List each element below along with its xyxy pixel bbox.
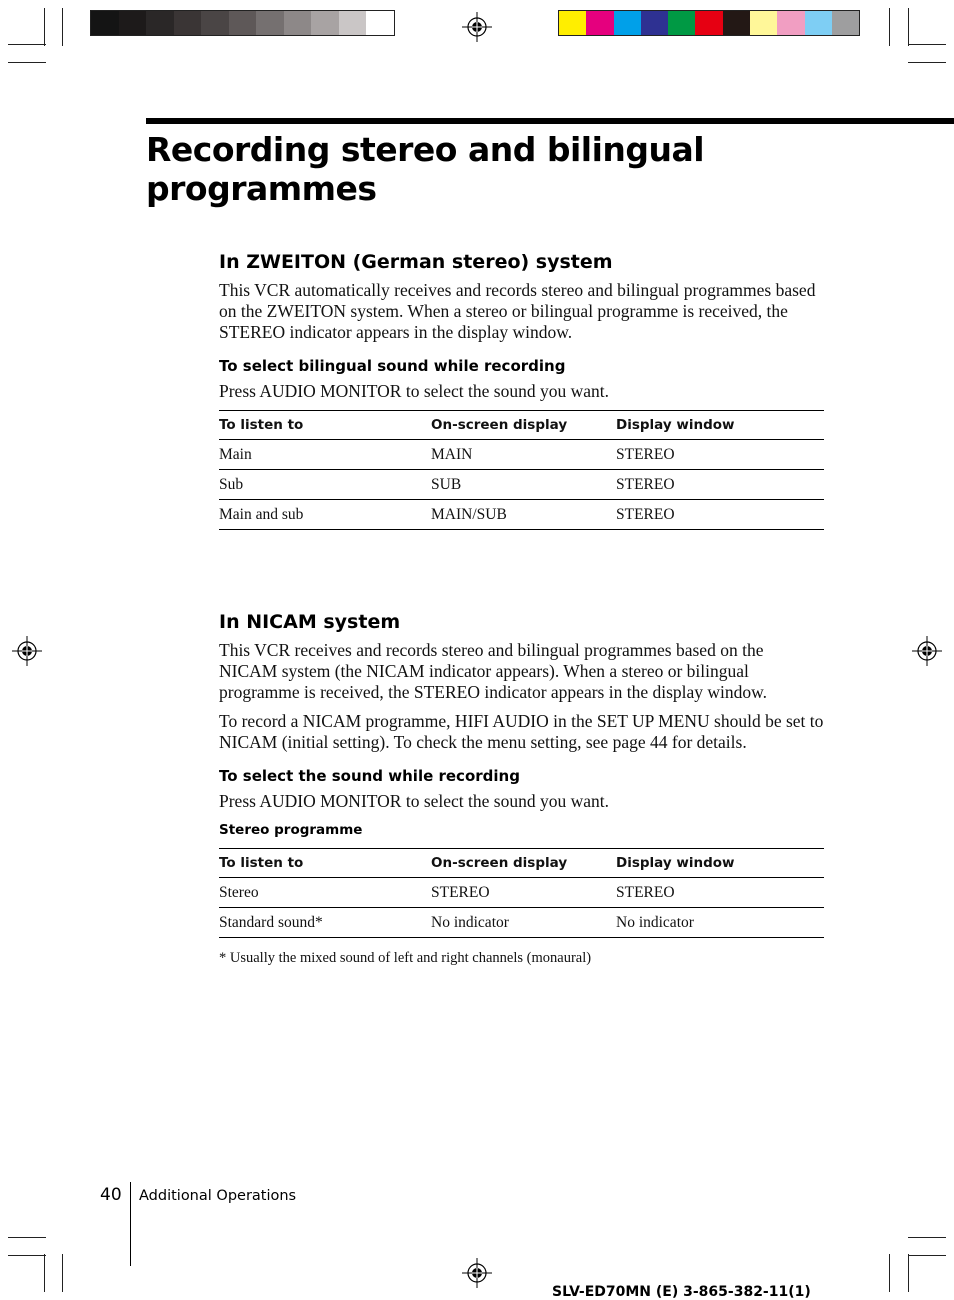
color-swatch <box>695 11 722 35</box>
table-cell: SUB <box>431 470 616 500</box>
column-header: On-screen display <box>431 411 616 440</box>
nicam-intro: This VCR receives and records stereo and bilingual programmes based on the NICAM system (the NICAM indicator appears). When a stereo or bilingual programme is received, the STEREO indicator appears in the display window. <box>219 640 768 702</box>
crop-mark <box>44 1254 45 1292</box>
gray-swatch <box>119 11 147 35</box>
gray-swatch <box>91 11 119 35</box>
nicam-table <box>219 848 824 938</box>
table-cell: STEREO <box>616 470 824 500</box>
color-swatch <box>832 11 859 35</box>
table-header-row <box>219 411 824 440</box>
footer-divider <box>130 1182 131 1266</box>
table-cell: Main <box>219 440 431 470</box>
crop-mark <box>889 8 890 46</box>
title-rule <box>146 118 954 124</box>
color-swatch <box>805 11 832 35</box>
column-header: Display window <box>616 411 824 440</box>
nicam-setup-note: To record a NICAM programme, HIFI AUDIO in the SET UP MENU should be set to NICAM (initial setting). To check the menu setting, see page 44 for details. <box>219 711 824 752</box>
table-cell: STEREO <box>431 878 616 908</box>
crop-mark <box>908 1255 946 1256</box>
table-cell: No indicator <box>431 908 616 938</box>
crop-mark <box>8 44 46 45</box>
zweiton-section <box>219 250 824 530</box>
column-header: On-screen display <box>431 849 616 878</box>
column-header: Display window <box>616 849 824 878</box>
table-cell: STEREO <box>616 878 824 908</box>
crop-mark <box>908 1237 946 1238</box>
gray-swatch <box>339 11 367 35</box>
page-title: Recording stereo and bilingual programmes <box>146 130 705 208</box>
color-swatch <box>614 11 641 35</box>
crop-mark <box>908 44 946 45</box>
gray-swatch <box>256 11 284 35</box>
color-swatch <box>750 11 777 35</box>
table-cell: Stereo <box>219 878 431 908</box>
section-heading-zweiton: In ZWEITON (German stereo) system <box>219 251 613 273</box>
table-row <box>219 908 824 938</box>
registration-mark-icon <box>462 1258 492 1288</box>
table-row <box>219 470 824 500</box>
color-calibration-bar <box>558 10 860 36</box>
page-number: 40 <box>100 1185 122 1205</box>
crop-mark <box>889 1254 890 1292</box>
nicam-subheading: To select the sound while recording <box>219 767 520 785</box>
footer-section-name: Additional Operations <box>139 1188 297 1204</box>
nicam-section <box>219 610 824 967</box>
table-row <box>219 500 824 530</box>
nicam-instruction: Press AUDIO MONITOR to select the sound you want. <box>219 791 609 811</box>
zweiton-subheading: To select bilingual sound while recording <box>219 357 566 375</box>
zweiton-instruction: Press AUDIO MONITOR to select the sound you want. <box>219 381 609 401</box>
registration-mark-icon <box>912 636 942 666</box>
color-swatch <box>559 11 586 35</box>
color-swatch <box>777 11 804 35</box>
gray-swatch <box>201 11 229 35</box>
color-swatch <box>641 11 668 35</box>
table-cell: MAIN <box>431 440 616 470</box>
gray-swatch <box>146 11 174 35</box>
column-header: To listen to <box>219 411 431 440</box>
table-cell: STEREO <box>616 440 824 470</box>
crop-mark <box>908 1254 909 1292</box>
table-cell: STEREO <box>616 500 824 530</box>
table-cell: No indicator <box>616 908 824 938</box>
gray-swatch <box>366 11 394 35</box>
table-header-row <box>219 849 824 878</box>
zweiton-intro: This VCR automatically receives and records stereo and bilingual programmes based on the ZWEITON system. When a stereo or bilingual programme is received, the STEREO indicator appears in the display window. <box>219 280 816 342</box>
gray-swatch <box>229 11 257 35</box>
zweiton-table <box>219 410 824 530</box>
table-cell: Main and sub <box>219 500 431 530</box>
crop-mark <box>8 62 46 63</box>
color-swatch <box>668 11 695 35</box>
gray-swatch <box>284 11 312 35</box>
color-swatch <box>586 11 613 35</box>
table-row <box>219 878 824 908</box>
section-heading-nicam: In NICAM system <box>219 611 401 633</box>
grayscale-calibration-bar <box>90 10 395 36</box>
table-cell: MAIN/SUB <box>431 500 616 530</box>
table-row <box>219 440 824 470</box>
crop-mark <box>8 1255 46 1256</box>
crop-mark <box>62 1254 63 1292</box>
registration-mark-icon <box>12 636 42 666</box>
crop-mark <box>8 1237 46 1238</box>
footnote: * Usually the mixed sound of left and right channels (monaural) <box>219 950 592 966</box>
crop-mark <box>908 62 946 63</box>
column-header: To listen to <box>219 849 431 878</box>
registration-mark-icon <box>462 12 492 42</box>
table-cell: Standard sound* <box>219 908 431 938</box>
gray-swatch <box>174 11 202 35</box>
crop-mark <box>62 8 63 46</box>
crop-mark <box>44 8 45 46</box>
table-cell: Sub <box>219 470 431 500</box>
color-swatch <box>723 11 750 35</box>
crop-mark <box>908 8 909 46</box>
model-number: SLV-ED70MN (E) 3-865-382-11(1) <box>552 1284 811 1300</box>
table-title: Stereo programme <box>219 822 363 838</box>
gray-swatch <box>311 11 339 35</box>
